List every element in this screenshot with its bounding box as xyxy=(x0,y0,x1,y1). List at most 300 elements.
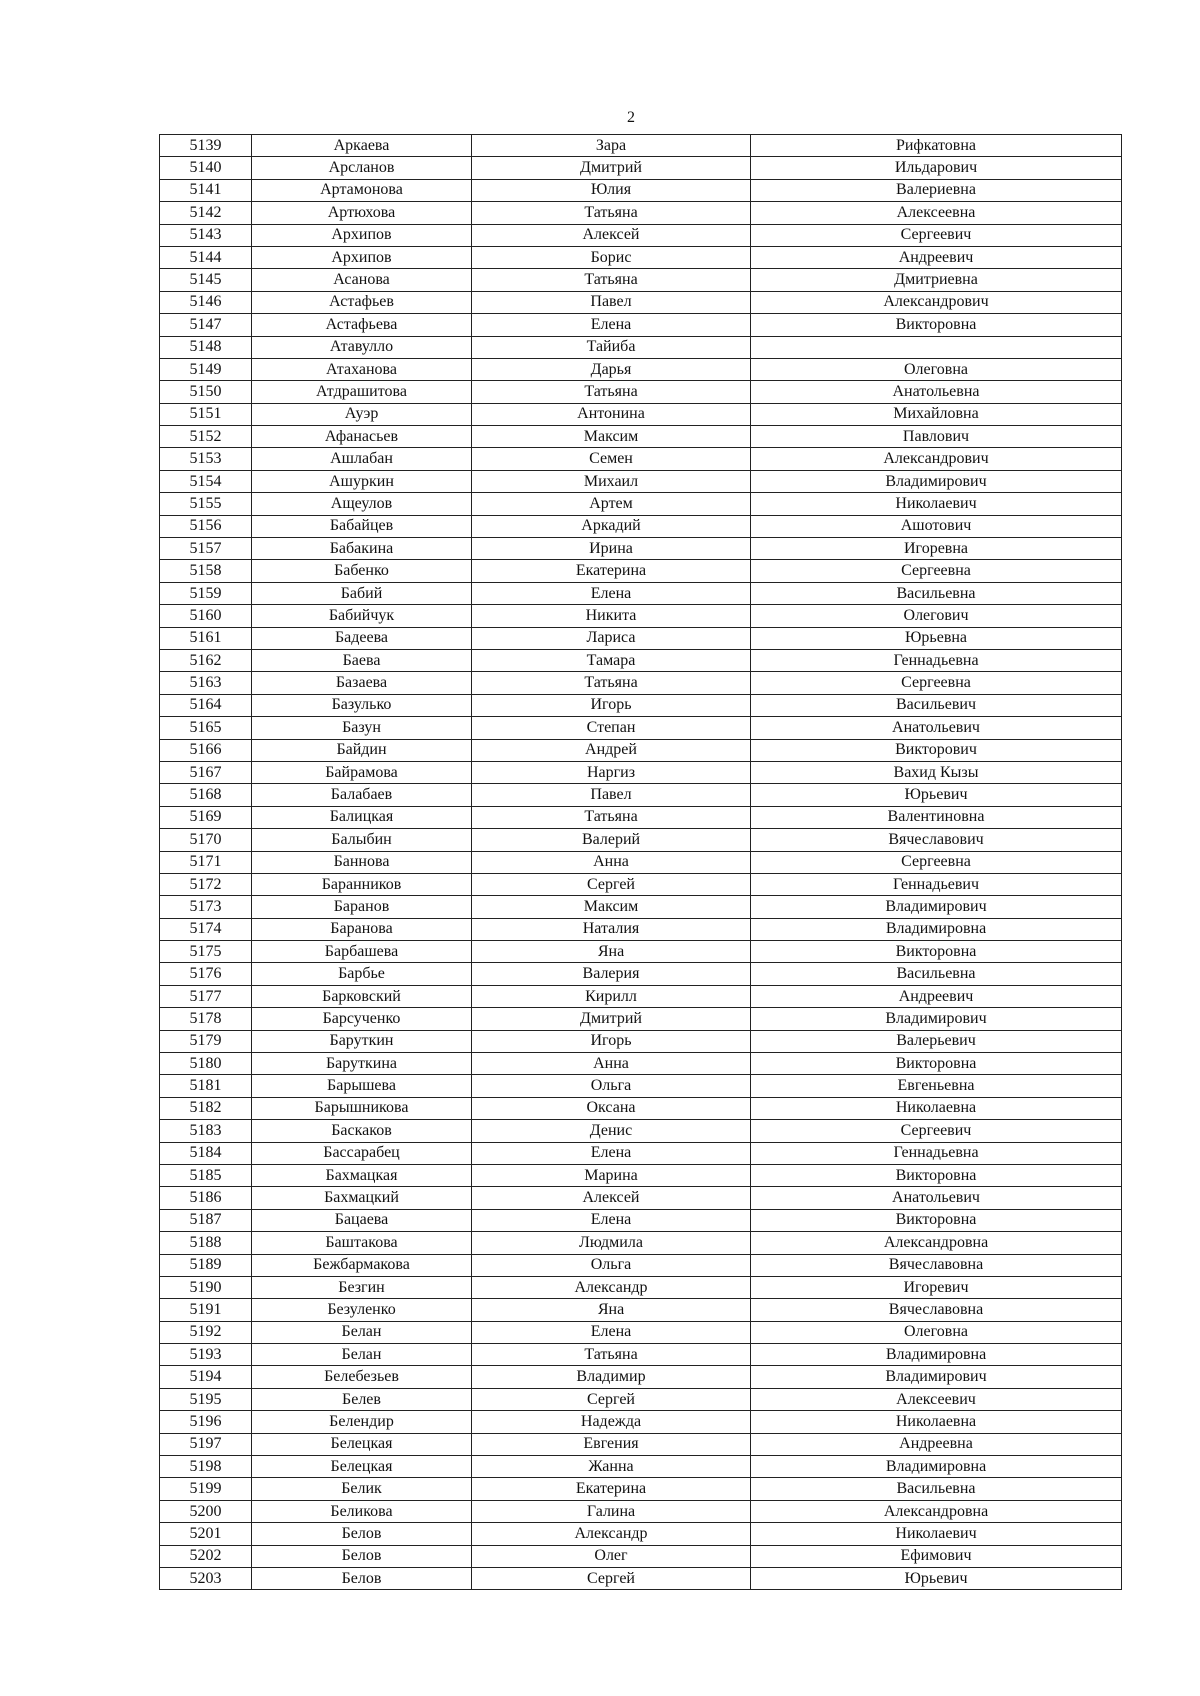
row-number-cell: 5196 xyxy=(160,1411,252,1433)
last-name-cell: Бацаева xyxy=(252,1209,472,1231)
table-row xyxy=(160,426,1122,448)
first-name-cell: Татьяна xyxy=(472,806,751,828)
table-row xyxy=(160,985,1122,1007)
table-row xyxy=(160,1433,1122,1455)
table-row xyxy=(160,1209,1122,1231)
table-row xyxy=(160,1344,1122,1366)
patronymic-cell: Павлович xyxy=(751,426,1122,448)
row-number-cell: 5173 xyxy=(160,896,252,918)
first-name-cell: Максим xyxy=(472,426,751,448)
row-number-cell: 5181 xyxy=(160,1075,252,1097)
last-name-cell: Балыбин xyxy=(252,829,472,851)
patronymic-cell: Игоревич xyxy=(751,1276,1122,1298)
row-number-cell: 5188 xyxy=(160,1232,252,1254)
first-name-cell: Яна xyxy=(472,1299,751,1321)
row-number-cell: 5158 xyxy=(160,560,252,582)
last-name-cell: Базун xyxy=(252,717,472,739)
first-name-cell: Александр xyxy=(472,1523,751,1545)
first-name-cell: Марина xyxy=(472,1164,751,1186)
row-number-cell: 5191 xyxy=(160,1299,252,1321)
patronymic-cell: Михайловна xyxy=(751,403,1122,425)
patronymic-cell: Дмитриевна xyxy=(751,269,1122,291)
last-name-cell: Базаева xyxy=(252,672,472,694)
patronymic-cell: Ашотович xyxy=(751,515,1122,537)
patronymic-cell: Валерьевич xyxy=(751,1030,1122,1052)
last-name-cell: Белов xyxy=(252,1523,472,1545)
row-number-cell: 5171 xyxy=(160,851,252,873)
table-row xyxy=(160,515,1122,537)
table-row xyxy=(160,1164,1122,1186)
row-number-cell: 5201 xyxy=(160,1523,252,1545)
first-name-cell: Юлия xyxy=(472,179,751,201)
patronymic-cell: Васильевна xyxy=(751,963,1122,985)
patronymic-cell: Вячеславовна xyxy=(751,1299,1122,1321)
patronymic-cell: Олеговна xyxy=(751,1321,1122,1343)
last-name-cell: Бабайцев xyxy=(252,515,472,537)
table-row xyxy=(160,1478,1122,1500)
table-row xyxy=(160,448,1122,470)
patronymic-cell: Анатольевич xyxy=(751,1187,1122,1209)
last-name-cell: Асанова xyxy=(252,269,472,291)
table-row xyxy=(160,1523,1122,1545)
row-number-cell: 5187 xyxy=(160,1209,252,1231)
table-row xyxy=(160,694,1122,716)
first-name-cell: Андрей xyxy=(472,739,751,761)
first-name-cell: Людмила xyxy=(472,1232,751,1254)
last-name-cell: Балицкая xyxy=(252,806,472,828)
row-number-cell: 5144 xyxy=(160,246,252,268)
row-number-cell: 5195 xyxy=(160,1388,252,1410)
first-name-cell: Татьяна xyxy=(472,672,751,694)
patronymic-cell: Николаевна xyxy=(751,1411,1122,1433)
last-name-cell: Баруткина xyxy=(252,1053,472,1075)
first-name-cell: Дмитрий xyxy=(472,157,751,179)
patronymic-cell: Васильевна xyxy=(751,1478,1122,1500)
row-number-cell: 5166 xyxy=(160,739,252,761)
last-name-cell: Бабий xyxy=(252,582,472,604)
row-number-cell: 5202 xyxy=(160,1545,252,1567)
last-name-cell: Белов xyxy=(252,1545,472,1567)
last-name-cell: Белан xyxy=(252,1321,472,1343)
table-row xyxy=(160,1187,1122,1209)
last-name-cell: Баранова xyxy=(252,918,472,940)
last-name-cell: Баскаков xyxy=(252,1120,472,1142)
table-row xyxy=(160,1411,1122,1433)
last-name-cell: Бахмацкий xyxy=(252,1187,472,1209)
last-name-cell: Артамонова xyxy=(252,179,472,201)
last-name-cell: Белендир xyxy=(252,1411,472,1433)
row-number-cell: 5193 xyxy=(160,1344,252,1366)
first-name-cell: Елена xyxy=(472,582,751,604)
last-name-cell: Безгин xyxy=(252,1276,472,1298)
row-number-cell: 5152 xyxy=(160,426,252,448)
patronymic-cell: Викторовна xyxy=(751,314,1122,336)
row-number-cell: 5157 xyxy=(160,538,252,560)
row-number-cell: 5154 xyxy=(160,470,252,492)
table-row xyxy=(160,1008,1122,1030)
table-row xyxy=(160,403,1122,425)
table-row xyxy=(160,1568,1122,1590)
row-number-cell: 5140 xyxy=(160,157,252,179)
first-name-cell: Павел xyxy=(472,784,751,806)
last-name-cell: Белецкая xyxy=(252,1433,472,1455)
first-name-cell: Елена xyxy=(472,1321,751,1343)
first-name-cell: Семен xyxy=(472,448,751,470)
row-number-cell: 5153 xyxy=(160,448,252,470)
first-name-cell: Артем xyxy=(472,493,751,515)
first-name-cell: Екатерина xyxy=(472,560,751,582)
first-name-cell: Кирилл xyxy=(472,985,751,1007)
last-name-cell: Астафьев xyxy=(252,291,472,313)
row-number-cell: 5183 xyxy=(160,1120,252,1142)
first-name-cell: Сергей xyxy=(472,1568,751,1590)
row-number-cell: 5192 xyxy=(160,1321,252,1343)
last-name-cell: Белебезьев xyxy=(252,1366,472,1388)
row-number-cell: 5139 xyxy=(160,135,252,157)
first-name-cell: Татьяна xyxy=(472,381,751,403)
table-row xyxy=(160,1097,1122,1119)
row-number-cell: 5172 xyxy=(160,873,252,895)
row-number-cell: 5160 xyxy=(160,605,252,627)
first-name-cell: Алексей xyxy=(472,1187,751,1209)
patronymic-cell: Александровна xyxy=(751,1500,1122,1522)
table-row xyxy=(160,179,1122,201)
row-number-cell: 5189 xyxy=(160,1254,252,1276)
table-row xyxy=(160,157,1122,179)
last-name-cell: Бабакина xyxy=(252,538,472,560)
patronymic-cell: Владимирович xyxy=(751,470,1122,492)
patronymic-cell: Геннадьевич xyxy=(751,873,1122,895)
last-name-cell: Ашлабан xyxy=(252,448,472,470)
last-name-cell: Белов xyxy=(252,1568,472,1590)
last-name-cell: Бадеева xyxy=(252,627,472,649)
patronymic-cell: Олегович xyxy=(751,605,1122,627)
table-row xyxy=(160,717,1122,739)
table-row xyxy=(160,538,1122,560)
last-name-cell: Аркаева xyxy=(252,135,472,157)
last-name-cell: Барышева xyxy=(252,1075,472,1097)
last-name-cell: Байдин xyxy=(252,739,472,761)
row-number-cell: 5147 xyxy=(160,314,252,336)
first-name-cell: Евгения xyxy=(472,1433,751,1455)
first-name-cell: Дарья xyxy=(472,358,751,380)
patronymic-cell: Геннадьевна xyxy=(751,649,1122,671)
table-row xyxy=(160,963,1122,985)
first-name-cell: Надежда xyxy=(472,1411,751,1433)
row-number-cell: 5174 xyxy=(160,918,252,940)
table-row xyxy=(160,851,1122,873)
table-row xyxy=(160,336,1122,358)
patronymic-cell: Вахид Кызы xyxy=(751,761,1122,783)
table-row xyxy=(160,470,1122,492)
row-number-cell: 5176 xyxy=(160,963,252,985)
last-name-cell: Базулько xyxy=(252,694,472,716)
patronymic-cell: Викторовна xyxy=(751,1164,1122,1186)
patronymic-cell: Валентиновна xyxy=(751,806,1122,828)
first-name-cell: Валерия xyxy=(472,963,751,985)
patronymic-cell: Андреевна xyxy=(751,1433,1122,1455)
last-name-cell: Барбашева xyxy=(252,941,472,963)
row-number-cell: 5180 xyxy=(160,1053,252,1075)
last-name-cell: Астафьева xyxy=(252,314,472,336)
table-row xyxy=(160,672,1122,694)
table-row xyxy=(160,582,1122,604)
patronymic-cell: Ефимович xyxy=(751,1545,1122,1567)
patronymic-cell: Анатольевна xyxy=(751,381,1122,403)
patronymic-cell: Ильдарович xyxy=(751,157,1122,179)
row-number-cell: 5146 xyxy=(160,291,252,313)
table-row xyxy=(160,1254,1122,1276)
table-row xyxy=(160,627,1122,649)
row-number-cell: 5145 xyxy=(160,269,252,291)
first-name-cell: Яна xyxy=(472,941,751,963)
table-row xyxy=(160,1456,1122,1478)
row-number-cell: 5200 xyxy=(160,1500,252,1522)
last-name-cell: Белецкая xyxy=(252,1456,472,1478)
last-name-cell: Бабенко xyxy=(252,560,472,582)
row-number-cell: 5149 xyxy=(160,358,252,380)
table-row xyxy=(160,135,1122,157)
last-name-cell: Баннова xyxy=(252,851,472,873)
table-row xyxy=(160,314,1122,336)
row-number-cell: 5148 xyxy=(160,336,252,358)
name-list-body xyxy=(160,135,1122,1590)
first-name-cell: Ирина xyxy=(472,538,751,560)
row-number-cell: 5184 xyxy=(160,1142,252,1164)
patronymic-cell: Анатольевич xyxy=(751,717,1122,739)
last-name-cell: Архипов xyxy=(252,246,472,268)
first-name-cell: Сергей xyxy=(472,1388,751,1410)
first-name-cell: Игорь xyxy=(472,1030,751,1052)
patronymic-cell: Владимирович xyxy=(751,896,1122,918)
first-name-cell: Аркадий xyxy=(472,515,751,537)
row-number-cell: 5150 xyxy=(160,381,252,403)
first-name-cell: Зара xyxy=(472,135,751,157)
table-row xyxy=(160,1299,1122,1321)
patronymic-cell: Васильевна xyxy=(751,582,1122,604)
row-number-cell: 5175 xyxy=(160,941,252,963)
last-name-cell: Белан xyxy=(252,1344,472,1366)
patronymic-cell: Геннадьевна xyxy=(751,1142,1122,1164)
patronymic-cell xyxy=(751,336,1122,358)
patronymic-cell: Вячеславовна xyxy=(751,1254,1122,1276)
first-name-cell: Денис xyxy=(472,1120,751,1142)
last-name-cell: Баева xyxy=(252,649,472,671)
first-name-cell: Анна xyxy=(472,1053,751,1075)
name-list-table xyxy=(159,134,1122,1590)
table-row xyxy=(160,761,1122,783)
first-name-cell: Оксана xyxy=(472,1097,751,1119)
patronymic-cell: Сергеевна xyxy=(751,560,1122,582)
patronymic-cell: Алексеевич xyxy=(751,1388,1122,1410)
first-name-cell: Дмитрий xyxy=(472,1008,751,1030)
patronymic-cell: Николаевич xyxy=(751,1523,1122,1545)
patronymic-cell: Вячеславович xyxy=(751,829,1122,851)
last-name-cell: Баштакова xyxy=(252,1232,472,1254)
patronymic-cell: Васильевич xyxy=(751,694,1122,716)
last-name-cell: Атаханова xyxy=(252,358,472,380)
patronymic-cell: Андреевич xyxy=(751,246,1122,268)
table-row xyxy=(160,1276,1122,1298)
row-number-cell: 5164 xyxy=(160,694,252,716)
row-number-cell: 5143 xyxy=(160,224,252,246)
row-number-cell: 5185 xyxy=(160,1164,252,1186)
last-name-cell: Атдрашитова xyxy=(252,381,472,403)
first-name-cell: Павел xyxy=(472,291,751,313)
table-row xyxy=(160,291,1122,313)
last-name-cell: Белик xyxy=(252,1478,472,1500)
last-name-cell: Байрамова xyxy=(252,761,472,783)
table-row xyxy=(160,1120,1122,1142)
patronymic-cell: Александровна xyxy=(751,1232,1122,1254)
last-name-cell: Ашуркин xyxy=(252,470,472,492)
row-number-cell: 5198 xyxy=(160,1456,252,1478)
table-row xyxy=(160,918,1122,940)
table-row xyxy=(160,739,1122,761)
patronymic-cell: Викторовна xyxy=(751,1209,1122,1231)
row-number-cell: 5186 xyxy=(160,1187,252,1209)
patronymic-cell: Владимирович xyxy=(751,1008,1122,1030)
patronymic-cell: Юрьевна xyxy=(751,627,1122,649)
row-number-cell: 5155 xyxy=(160,493,252,515)
first-name-cell: Елена xyxy=(472,1209,751,1231)
last-name-cell: Барбье xyxy=(252,963,472,985)
table-row xyxy=(160,1232,1122,1254)
row-number-cell: 5169 xyxy=(160,806,252,828)
first-name-cell: Татьяна xyxy=(472,1344,751,1366)
patronymic-cell: Олеговна xyxy=(751,358,1122,380)
table-row xyxy=(160,1388,1122,1410)
last-name-cell: Барсученко xyxy=(252,1008,472,1030)
first-name-cell: Галина xyxy=(472,1500,751,1522)
last-name-cell: Белев xyxy=(252,1388,472,1410)
first-name-cell: Жанна xyxy=(472,1456,751,1478)
first-name-cell: Екатерина xyxy=(472,1478,751,1500)
patronymic-cell: Владимировна xyxy=(751,918,1122,940)
first-name-cell: Наталия xyxy=(472,918,751,940)
patronymic-cell: Александрович xyxy=(751,291,1122,313)
last-name-cell: Баранов xyxy=(252,896,472,918)
row-number-cell: 5178 xyxy=(160,1008,252,1030)
first-name-cell: Тайиба xyxy=(472,336,751,358)
row-number-cell: 5182 xyxy=(160,1097,252,1119)
table-row xyxy=(160,202,1122,224)
table-row xyxy=(160,1142,1122,1164)
page-number: 2 xyxy=(627,109,635,126)
patronymic-cell: Викторовна xyxy=(751,941,1122,963)
row-number-cell: 5142 xyxy=(160,202,252,224)
first-name-cell: Анна xyxy=(472,851,751,873)
table-row xyxy=(160,246,1122,268)
patronymic-cell: Александрович xyxy=(751,448,1122,470)
first-name-cell: Сергей xyxy=(472,873,751,895)
table-row xyxy=(160,605,1122,627)
table-row xyxy=(160,269,1122,291)
table-row xyxy=(160,806,1122,828)
table-row xyxy=(160,1366,1122,1388)
patronymic-cell: Викторович xyxy=(751,739,1122,761)
first-name-cell: Татьяна xyxy=(472,202,751,224)
last-name-cell: Артюхова xyxy=(252,202,472,224)
row-number-cell: 5165 xyxy=(160,717,252,739)
table-row xyxy=(160,784,1122,806)
table-row xyxy=(160,493,1122,515)
first-name-cell: Наргиз xyxy=(472,761,751,783)
first-name-cell: Степан xyxy=(472,717,751,739)
patronymic-cell: Рифкатовна xyxy=(751,135,1122,157)
last-name-cell: Афанасьев xyxy=(252,426,472,448)
first-name-cell: Владимир xyxy=(472,1366,751,1388)
row-number-cell: 5163 xyxy=(160,672,252,694)
last-name-cell: Ащеулов xyxy=(252,493,472,515)
table-row xyxy=(160,829,1122,851)
last-name-cell: Арсланов xyxy=(252,157,472,179)
table-row xyxy=(160,1053,1122,1075)
last-name-cell: Бахмацкая xyxy=(252,1164,472,1186)
row-number-cell: 5159 xyxy=(160,582,252,604)
patronymic-cell: Андреевич xyxy=(751,985,1122,1007)
table-row xyxy=(160,224,1122,246)
last-name-cell: Атавулло xyxy=(252,336,472,358)
first-name-cell: Ольга xyxy=(472,1075,751,1097)
last-name-cell: Барышникова xyxy=(252,1097,472,1119)
first-name-cell: Никита xyxy=(472,605,751,627)
first-name-cell: Игорь xyxy=(472,694,751,716)
row-number-cell: 5179 xyxy=(160,1030,252,1052)
last-name-cell: Бассарабец xyxy=(252,1142,472,1164)
row-number-cell: 5141 xyxy=(160,179,252,201)
table-row xyxy=(160,873,1122,895)
table-row xyxy=(160,1075,1122,1097)
last-name-cell: Беликова xyxy=(252,1500,472,1522)
last-name-cell: Безуленко xyxy=(252,1299,472,1321)
table-row xyxy=(160,560,1122,582)
row-number-cell: 5170 xyxy=(160,829,252,851)
patronymic-cell: Николаевич xyxy=(751,493,1122,515)
row-number-cell: 5190 xyxy=(160,1276,252,1298)
table-row xyxy=(160,941,1122,963)
first-name-cell: Лариса xyxy=(472,627,751,649)
row-number-cell: 5168 xyxy=(160,784,252,806)
table-row xyxy=(160,381,1122,403)
patronymic-cell: Алексеевна xyxy=(751,202,1122,224)
first-name-cell: Борис xyxy=(472,246,751,268)
first-name-cell: Александр xyxy=(472,1276,751,1298)
patronymic-cell: Сергеевич xyxy=(751,1120,1122,1142)
last-name-cell: Барковский xyxy=(252,985,472,1007)
last-name-cell: Архипов xyxy=(252,224,472,246)
patronymic-cell: Владимирович xyxy=(751,1366,1122,1388)
first-name-cell: Антонина xyxy=(472,403,751,425)
last-name-cell: Балабаев xyxy=(252,784,472,806)
row-number-cell: 5197 xyxy=(160,1433,252,1455)
first-name-cell: Алексей xyxy=(472,224,751,246)
last-name-cell: Бежбармакова xyxy=(252,1254,472,1276)
patronymic-cell: Владимировна xyxy=(751,1344,1122,1366)
patronymic-cell: Сергеевна xyxy=(751,672,1122,694)
first-name-cell: Тамара xyxy=(472,649,751,671)
row-number-cell: 5194 xyxy=(160,1366,252,1388)
table-row xyxy=(160,1321,1122,1343)
table-row xyxy=(160,649,1122,671)
patronymic-cell: Юрьевич xyxy=(751,1568,1122,1590)
patronymic-cell: Валериевна xyxy=(751,179,1122,201)
first-name-cell: Михаил xyxy=(472,470,751,492)
table-row xyxy=(160,358,1122,380)
table-row xyxy=(160,1545,1122,1567)
table-row xyxy=(160,1030,1122,1052)
first-name-cell: Елена xyxy=(472,314,751,336)
